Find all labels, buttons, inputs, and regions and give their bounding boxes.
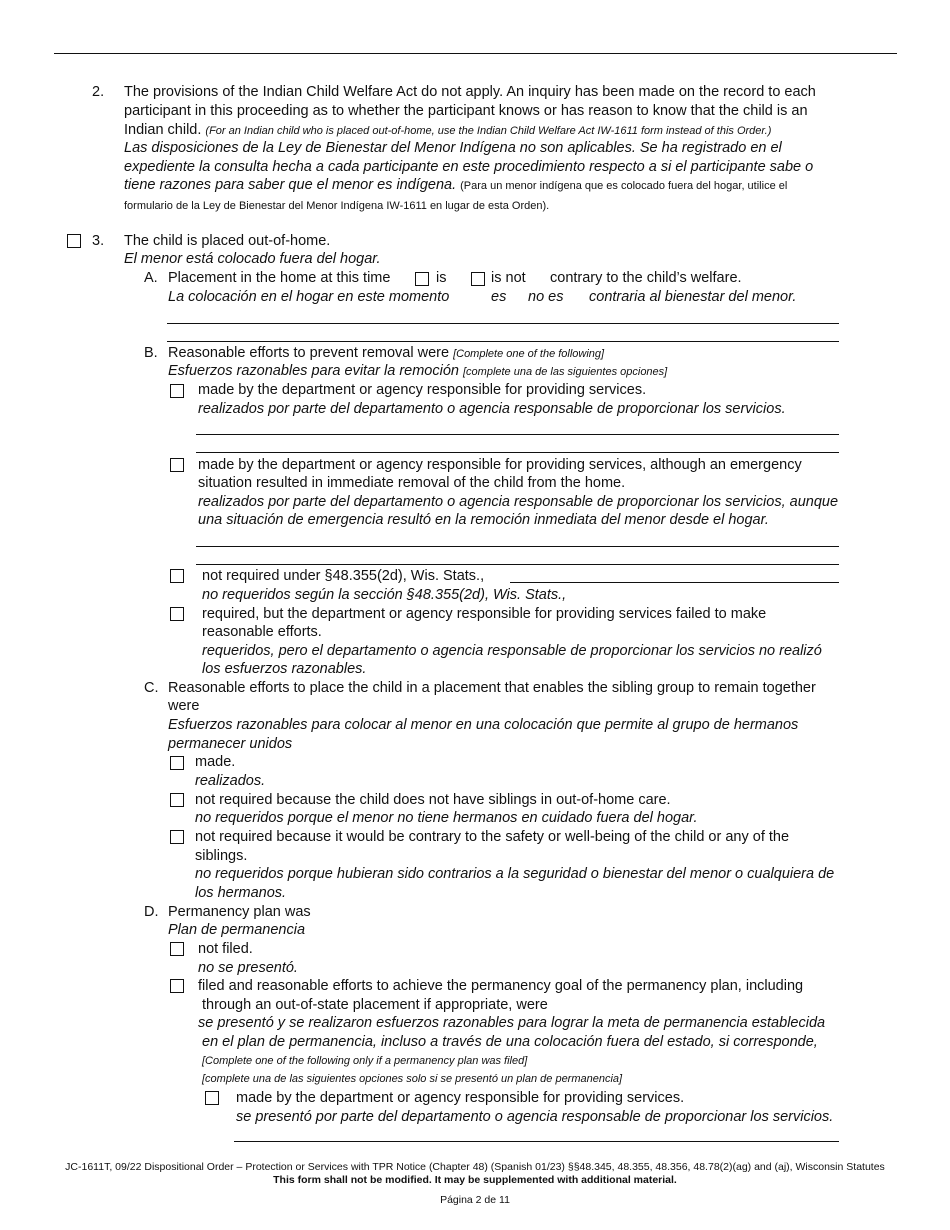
- item3b-opt1-en: made by the department or agency responsible for providing services.: [198, 382, 647, 398]
- item3a-blank-line-2[interactable]: [167, 341, 839, 342]
- item3a-es-suffix: contraria al bienestar del menor.: [589, 289, 797, 305]
- item3c-opt2-checkbox[interactable]: [170, 793, 184, 807]
- item3a-es-is-not: no es: [528, 289, 564, 305]
- item3c-en2: were: [168, 698, 200, 714]
- item2-en-note: (For an Indian child who is placed out-of-home, use the Indian Child Welfare Act IW-1611 form instead of this Order.): [205, 125, 772, 137]
- item3b-opt2-en2: situation resulted in immediate removal of the child from the home.: [198, 475, 626, 491]
- item3a-en-prefix: Placement in the home at this time: [168, 270, 391, 286]
- item3-checkbox[interactable]: [67, 234, 81, 248]
- item3c-es1: Esfuerzos razonables para colocar al menor en una colocación que permite al grupo de hermanos: [168, 717, 799, 733]
- item2-es-line3-text: tiene razones para saber que el menor es indígena.: [124, 177, 457, 193]
- item2-number: 2.: [92, 84, 105, 100]
- item3c-opt1-es: realizados.: [195, 773, 266, 789]
- item2-en-line3-text: Indian child.: [124, 122, 202, 138]
- item3c-opt2-es: no requeridos porque el menor no tiene hermanos en cuidado fuera del hogar.: [195, 810, 698, 826]
- item3b-opt2-es2: una situación de emergencia resultó en la remoción inmediata del menor desde el hogar.: [198, 512, 769, 528]
- item3c-opt3-es1: no requeridos porque hubieran sido contrarios a la seguridad o bienestar del menor o cualquiera de: [195, 866, 835, 882]
- item3d-opt2-en2: through an out-of-state placement if appropriate, were: [202, 997, 548, 1013]
- item3a-blank-line-1[interactable]: [167, 323, 839, 324]
- item3b-opt4-es2: los esfuerzos razonables.: [202, 661, 367, 677]
- item2-es-line3: [124, 176, 787, 195]
- item3b-opt2-en1: made by the department or agency responsible for providing services, although an emergency: [198, 457, 802, 473]
- item2-es-line2: expediente la consulta hecha a cada participante en este procedimiento respecto a si el participante sabe o: [124, 159, 814, 175]
- item3d-opt1-es: no se presentó.: [198, 960, 298, 976]
- item2-es-note-b: formulario de la Ley de Bienestar del Menor Indígena IW-1611 en lugar de esta Orden).: [124, 200, 550, 212]
- item3d-opt2-checkbox[interactable]: [170, 979, 184, 993]
- item3b-es: [168, 362, 667, 381]
- item3c-opt1-checkbox[interactable]: [170, 756, 184, 770]
- item3c-letter: C.: [144, 680, 159, 696]
- item3b-opt3-blank-line[interactable]: [510, 582, 839, 583]
- item3c-opt2-en: not required because the child does not have siblings in out-of-home care.: [195, 792, 671, 808]
- item3d-sub1-en: made by the department or agency responsible for providing services.: [236, 1090, 685, 1106]
- item3d-letter: D.: [144, 904, 159, 920]
- footer-page-number: Página 2 de 11: [440, 1194, 510, 1206]
- item3a-es-is: es: [491, 289, 507, 305]
- item3d-en: Permanency plan was: [168, 904, 311, 920]
- item3b-opt1-blank-line[interactable]: [196, 434, 839, 435]
- item3b-opt4-en1: required, but the department or agency responsible for providing services failed to make: [202, 606, 767, 622]
- item2-es-line1: Las disposiciones de la Ley de Bienestar del Menor Indígena no son aplicables. Se ha registrado en el: [124, 140, 782, 156]
- item3a-es-prefix: La colocación en el hogar en este momento: [168, 289, 450, 305]
- item3b-opt4-checkbox[interactable]: [170, 607, 184, 621]
- item3b-opt1-blank-line-2[interactable]: [196, 452, 839, 453]
- item3b-en-text: Reasonable efforts to prevent removal were: [168, 345, 450, 361]
- item3a-is-checkbox[interactable]: [415, 272, 429, 286]
- item3-es: El menor está colocado fuera del hogar.: [124, 251, 381, 267]
- item3b-opt1-checkbox[interactable]: [170, 384, 184, 398]
- item2-en-line2: participant in this proceeding as to whether the participant knows or has reason to know that the child is an: [124, 103, 808, 119]
- item3a-letter: A.: [144, 270, 158, 286]
- top-rule: [54, 53, 897, 54]
- item3b-letter: B.: [144, 345, 158, 361]
- item3d-es: Plan de permanencia: [168, 922, 306, 938]
- item3d-note-en: [Complete one of the following only if a permanency plan was filed]: [202, 1055, 528, 1067]
- item3a-is-not-checkbox[interactable]: [471, 272, 485, 286]
- item3c-es2: permanecer unidos: [168, 736, 293, 752]
- item2-en-line3: [124, 121, 771, 140]
- item3a-is-label: is: [436, 270, 447, 286]
- item3b-opt2-es1: realizados por parte del departamento o agencia responsable de proporcionar los servicios, aunque: [198, 494, 839, 510]
- item3c-opt3-en1: not required because it would be contrary to the safety or well-being of the child or any of the: [195, 829, 790, 845]
- item3-en: The child is placed out-of-home.: [124, 233, 331, 249]
- item3b-opt4-en2: reasonable efforts.: [202, 624, 322, 640]
- item3c-opt1-en: made.: [195, 754, 236, 770]
- item3b-es-text: Esfuerzos razonables para evitar la remoción: [168, 363, 459, 379]
- item3b-opt4-es1: requeridos, pero el departamento o agencia responsable de proporcionar los servicios no realizó: [202, 643, 822, 659]
- item3b-opt2-blank-line-2[interactable]: [196, 564, 839, 565]
- item3d-note-es: [complete una de las siguientes opciones solo si se presentó un plan de permanencia]: [202, 1073, 623, 1085]
- item3-number: 3.: [92, 233, 105, 249]
- item3d-opt2-es2: en el plan de permanencia, incluso a través de una colocación fuera del estado, si corresponde,: [202, 1034, 818, 1050]
- item3d-sub1-checkbox[interactable]: [205, 1091, 219, 1105]
- item3b-opt3-checkbox[interactable]: [170, 569, 184, 583]
- item3c-opt3-en2: siblings.: [195, 848, 248, 864]
- item3b-opt1-es: realizados por parte del departamento o agencia responsable de proporcionar los servicios.: [198, 401, 786, 417]
- item3d-sub1-blank-line[interactable]: [234, 1141, 839, 1142]
- item3d-opt2-en1: filed and reasonable efforts to achieve the permanency goal of the permanency plan, including: [198, 978, 804, 994]
- item3a-en-suffix: contrary to the child’s welfare.: [550, 270, 742, 286]
- item3b-en-note: [Complete one of the following]: [453, 348, 605, 360]
- item3b-opt3-en: not required under §48.355(2d), Wis. Stats.,: [202, 568, 485, 584]
- item3b-opt2-checkbox[interactable]: [170, 458, 184, 472]
- item3b-en: [168, 344, 604, 363]
- item3b-opt2-blank-line[interactable]: [196, 546, 839, 547]
- footer-notice: This form shall not be modified. It may be supplemented with additional material.: [273, 1174, 677, 1186]
- item3c-opt3-checkbox[interactable]: [170, 830, 184, 844]
- item2-es-note-a: (Para un menor indígena que es colocado fuera del hogar, utilice el: [460, 180, 788, 192]
- item3c-en1: Reasonable efforts to place the child in a placement that enables the sibling group to remain together: [168, 680, 816, 696]
- item3d-opt1-en: not filed.: [198, 941, 253, 957]
- item3d-sub1-es: se presentó por parte del departamento o agencia responsable de proporcionar los servicios.: [236, 1109, 834, 1125]
- item3d-opt2-es1: se presentó y se realizaron esfuerzos razonables para lograr la meta de permanencia establecida: [198, 1015, 826, 1031]
- item3a-is-not-label: is not: [491, 270, 526, 286]
- item2-en-line1: The provisions of the Indian Child Welfare Act do not apply. An inquiry has been made on the record to each: [124, 84, 816, 100]
- item3c-opt3-es2: los hermanos.: [195, 885, 287, 901]
- footer-form-id: JC-1611T, 09/22 Dispositional Order – Protection or Services with TPR Notice (Chapter 48) (Spanish 01/23) §§48.345, 48.355, 48.356, 48.78(2)(ag) and (aj), Wisconsin Statutes: [65, 1161, 885, 1173]
- item3d-opt1-checkbox[interactable]: [170, 942, 184, 956]
- item3b-es-note: [complete una de las siguientes opciones]: [462, 366, 668, 378]
- item3b-opt3-es: no requeridos según la sección §48.355(2d), Wis. Stats.,: [202, 587, 567, 603]
